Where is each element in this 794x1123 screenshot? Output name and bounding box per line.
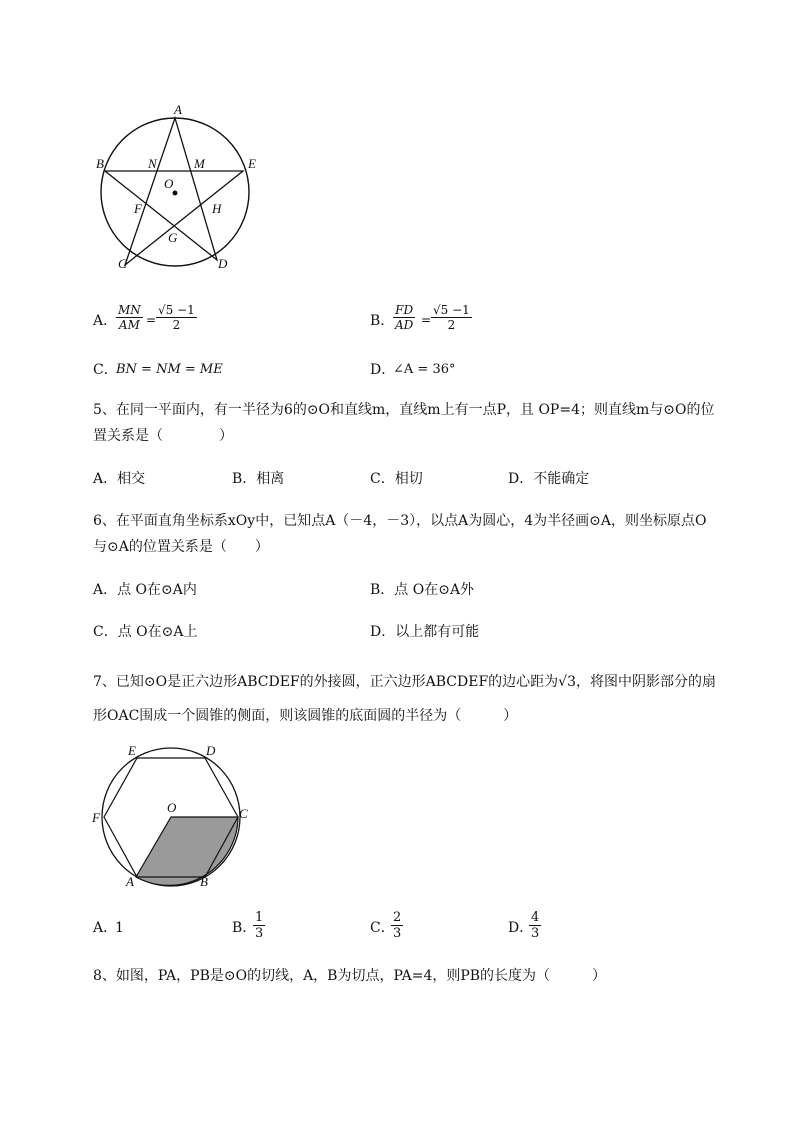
q7-option-b-label: B． <box>232 920 257 936</box>
q4-b-numerator: FD <box>393 303 415 318</box>
label-a: A <box>174 102 182 117</box>
q4-option-a-rhs <box>156 303 197 332</box>
q5-option-c: C．相切 <box>370 471 423 487</box>
q4-a-denominator: AM <box>118 318 140 332</box>
q5-option-b: B．相离 <box>232 471 285 487</box>
q7-option-c-label: C． <box>370 920 395 936</box>
q5-stem-line1: 5、在同一平面内，有一半径为6的⊙O和直线m，直线m上有一点P，且 OP=4；则直线m与⊙O的位 <box>93 402 715 418</box>
q5-option-a: A．相交 <box>93 471 146 487</box>
q4-b-equals: = <box>421 313 432 327</box>
label-h: H <box>212 201 222 216</box>
q4-a-rhs-denominator: 2 <box>172 318 181 332</box>
label-c: C <box>118 256 127 271</box>
label-g: G <box>168 230 178 245</box>
q4-b-rhs-numerator: √5 −1 <box>433 303 470 317</box>
q5-option-d: D．不能确定 <box>508 471 590 487</box>
q7-stem-line2: 形OAC围成一个圆锥的侧面，则该圆锥的底面圆的半径为（ ） <box>93 708 518 724</box>
label-e: E <box>248 156 256 171</box>
q6-stem-line1: 6、在平面直角坐标系xOy中，已知点A（－4，－3），以点A为圆心，4为半径画⊙A，则坐标原点O <box>93 513 707 529</box>
pentagram-figure <box>88 98 278 278</box>
q7-option-a-value: 1 <box>115 920 124 936</box>
q4-option-c-label: C． <box>93 362 118 378</box>
q7-option-a-label: A． <box>93 920 118 936</box>
label-b: B <box>96 156 104 171</box>
q4-option-d-text: ∠A = 36° <box>393 362 456 377</box>
q4-option-c-text: BN = NM = ME <box>116 362 223 377</box>
q4-a-rhs-numerator: √5 −1 <box>158 303 195 317</box>
q4-option-b-rhs <box>431 303 472 332</box>
hex-label-a: A <box>126 874 134 889</box>
hex-label-b: B <box>200 874 208 889</box>
q6-option-d: D．以上都有可能 <box>370 624 480 640</box>
q4-b-denominator: AD <box>395 318 414 332</box>
q4-b-rhs-denominator: 2 <box>447 318 456 332</box>
q5-stem-line2: 置关系是（ ） <box>93 428 233 444</box>
q4-option-a-lhs <box>116 303 143 332</box>
q7-b-numerator: 1 <box>255 910 264 925</box>
label-d: D <box>218 256 228 271</box>
label-m: M <box>194 156 205 171</box>
q7-d-denominator: 3 <box>531 926 540 941</box>
q7-c-numerator: 2 <box>393 910 402 925</box>
q4-option-d-label: D． <box>370 362 396 378</box>
q7-option-d-label: D． <box>508 920 534 936</box>
q4-option-b-lhs <box>393 303 415 332</box>
hexagon-figure <box>88 738 258 893</box>
hex-label-e: E <box>128 743 136 758</box>
q6-option-c: C．点 O在⊙A上 <box>93 624 198 640</box>
q7-d-numerator: 4 <box>531 910 540 925</box>
q4-a-numerator: MN <box>118 303 141 317</box>
hex-label-o: O <box>167 800 177 815</box>
hex-label-c: C <box>239 806 248 821</box>
q7-stem-line1: 7、已知⊙O是正六边形ABCDEF的外接圆，正六边形ABCDEF的边心距为√3，将图中阴影部分的扇 <box>93 674 716 690</box>
q7-option-b-fraction <box>253 910 265 941</box>
q7-c-denominator: 3 <box>393 926 402 941</box>
label-f: F <box>134 201 142 216</box>
q7-option-c-fraction <box>391 910 403 941</box>
q6-option-b: B．点 O在⊙A外 <box>370 582 475 598</box>
q6-stem-line2: 与⊙A的位置关系是（ ） <box>93 539 269 555</box>
q7-option-d-fraction <box>529 910 541 941</box>
hex-label-d: D <box>206 743 216 758</box>
q4-a-equals: = <box>146 313 157 327</box>
q4-option-a-label: A． <box>93 313 118 329</box>
q4-option-b-label: B． <box>370 313 395 329</box>
label-o: O <box>164 176 174 191</box>
hex-label-f: F <box>92 810 100 825</box>
q7-b-denominator: 3 <box>255 926 264 941</box>
label-n: N <box>148 156 157 171</box>
q8-stem-line1: 8、如图，PA，PB是⊙O的切线，A，B为切点，PA=4，则PB的长度为（ ） <box>93 968 607 984</box>
q6-option-a: A．点 O在⊙A内 <box>93 582 197 598</box>
